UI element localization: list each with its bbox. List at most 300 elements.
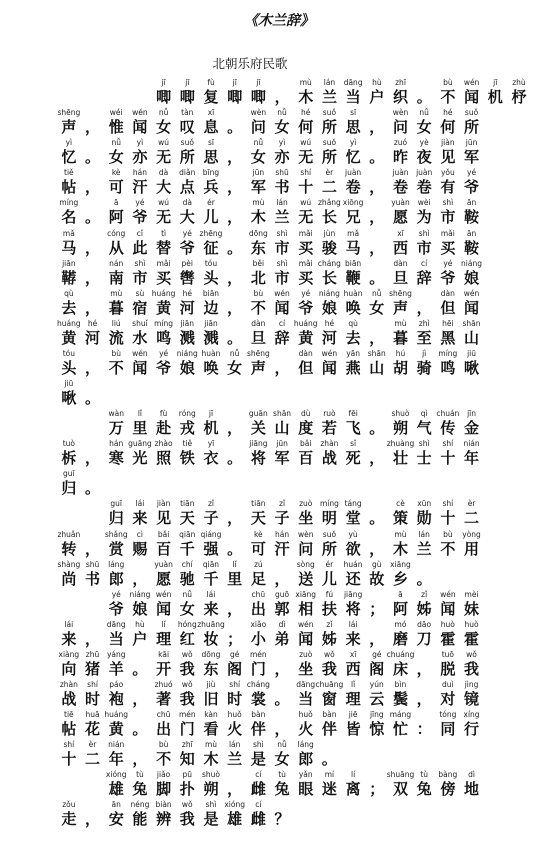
pinyin: xiāng	[295, 589, 317, 599]
pinyin: juàn	[392, 168, 409, 178]
hanzi: 买	[440, 238, 456, 257]
pinyin: lán	[228, 740, 241, 750]
hanzi: 千	[179, 539, 195, 558]
pinyin: míng	[319, 499, 339, 509]
pinyin: hé	[301, 108, 311, 118]
hanzi: 卷	[392, 178, 408, 197]
pinyin: lái	[348, 619, 358, 629]
hanzi: 暮	[108, 298, 124, 317]
hanzi: 何	[440, 118, 456, 137]
hanzi: 度	[298, 419, 314, 438]
hanzi: 军	[464, 148, 480, 167]
pinyin: wàn	[108, 409, 124, 419]
pinyin: wèi	[417, 198, 431, 208]
char-cell	[507, 78, 531, 108]
pinyin: yé	[135, 198, 145, 208]
hanzi: 时	[227, 690, 243, 708]
hanzi: 大	[179, 208, 195, 227]
pinyin: chū	[251, 589, 266, 599]
hanzi: 姊	[321, 629, 337, 648]
hanzi: 辔	[179, 268, 195, 287]
pinyin: jīng	[369, 710, 384, 720]
pinyin: dì	[278, 619, 286, 629]
pinyin: guō	[274, 589, 290, 599]
pinyin: shēng	[246, 348, 270, 358]
pinyin: zuò	[299, 649, 313, 659]
char-cell	[389, 78, 413, 108]
pinyin: zhuàng	[386, 439, 415, 449]
hanzi: 能	[132, 810, 148, 829]
pinyin: mǎi	[298, 228, 313, 238]
hanzi: 唧	[156, 88, 172, 106]
poem-line	[57, 349, 483, 379]
hanzi: 唧	[179, 88, 195, 106]
hanzi: 雄	[227, 810, 243, 829]
pinyin: jìng	[464, 680, 479, 689]
hanzi: 户	[369, 88, 385, 106]
char-cell	[57, 289, 81, 319]
hanzi: 辨	[156, 810, 172, 829]
char-cell	[460, 229, 484, 259]
punctuation: ，	[369, 238, 385, 257]
pinyin: jī	[256, 78, 261, 87]
char-cell	[57, 138, 81, 168]
hanzi: 女	[274, 750, 290, 769]
pinyin: zhuó	[154, 680, 173, 689]
hanzi: 此	[132, 238, 148, 257]
hanzi: 但	[440, 298, 456, 317]
hanzi: 坐	[298, 659, 314, 678]
pinyin: páo	[109, 680, 124, 689]
punctuation: ，	[274, 659, 290, 678]
hanzi: 迷	[321, 780, 337, 799]
pinyin: yì	[136, 138, 144, 148]
hanzi: 卷	[345, 178, 361, 197]
char-cell	[57, 620, 81, 650]
pinyin: yǒu	[440, 168, 455, 178]
pinyin: táng	[344, 499, 362, 509]
hanzi: 书	[274, 178, 290, 197]
pinyin: shí	[63, 740, 75, 750]
pinyin: míng	[154, 318, 174, 328]
hanzi: 阿	[392, 599, 408, 618]
poem-line	[57, 138, 483, 168]
hanzi: 皆	[345, 720, 361, 739]
hanzi: 闻	[156, 599, 172, 618]
pinyin: zǒu	[62, 800, 76, 810]
pinyin: niáng	[318, 288, 340, 298]
hanzi: 黄	[108, 720, 124, 739]
pinyin: ér	[325, 559, 334, 569]
hanzi: 燕	[345, 358, 361, 377]
hanzi: 兔	[132, 780, 148, 799]
pinyin: huàn	[343, 288, 363, 298]
char-cell	[57, 530, 81, 560]
hanzi: 天	[250, 509, 266, 528]
pinyin: yì	[278, 138, 286, 148]
hanzi: 万	[108, 419, 124, 438]
hanzi: 木	[250, 208, 266, 227]
hanzi: 市	[274, 268, 290, 287]
char-cell	[341, 530, 365, 560]
hanzi: 边	[203, 298, 219, 317]
hanzi: 买	[156, 268, 172, 287]
hanzi: 买	[298, 238, 314, 257]
pinyin: huáng	[151, 288, 176, 298]
pinyin: yù	[348, 529, 358, 539]
hanzi: 山	[274, 419, 290, 438]
hanzi: 转	[61, 539, 77, 558]
hanzi: 明	[321, 509, 337, 528]
hanzi: 向	[61, 659, 77, 678]
punctuation: 。	[85, 148, 101, 167]
hanzi: 辞	[416, 268, 432, 287]
hanzi: 知	[179, 750, 195, 769]
hanzi: 木	[392, 539, 408, 558]
poem-line	[57, 108, 483, 138]
char-cell	[460, 710, 484, 740]
pinyin: tiě	[64, 168, 74, 178]
hanzi: 黄	[156, 298, 172, 317]
hanzi: 脚	[156, 780, 172, 799]
pinyin: xióng	[105, 770, 127, 780]
pinyin: yì	[349, 138, 357, 148]
hanzi: 西	[345, 659, 361, 678]
poem-subtitle: 北朝乐府民歌	[212, 56, 288, 71]
pinyin: xī	[207, 108, 215, 118]
hanzi: 马	[61, 238, 77, 257]
punctuation: 。	[132, 720, 148, 739]
pinyin: shì	[252, 740, 264, 750]
punctuation: ，	[369, 449, 385, 468]
hanzi: 鞍	[464, 208, 480, 227]
pinyin: cì	[136, 529, 144, 539]
hanzi: 问	[298, 539, 314, 558]
pinyin: mù	[394, 318, 407, 328]
hanzi: 河	[179, 298, 195, 317]
poem-line	[57, 740, 341, 770]
pinyin: shuāng	[386, 770, 415, 780]
punctuation: ，	[132, 569, 148, 588]
char-cell	[57, 439, 81, 469]
hanzi: 去	[61, 298, 77, 317]
pinyin: wén	[155, 589, 172, 599]
hanzi: 卷	[416, 178, 432, 197]
pinyin: jiàn	[441, 138, 455, 148]
pinyin: xíng	[463, 710, 480, 720]
hanzi: 柝	[61, 449, 77, 468]
hanzi: 离	[345, 780, 361, 799]
pinyin: jūn	[465, 138, 478, 148]
hanzi: 所	[321, 118, 337, 137]
pinyin: dàn	[251, 318, 266, 328]
pinyin: wén	[463, 288, 480, 298]
hanzi: 声	[392, 298, 408, 317]
char-cell	[341, 319, 365, 349]
hanzi: 闻	[440, 599, 456, 618]
hanzi: 同	[440, 720, 456, 739]
hanzi: 著	[156, 690, 172, 708]
pinyin: qiān	[179, 529, 196, 539]
hanzi: 唤	[345, 298, 361, 317]
pinyin: cháng	[317, 258, 341, 268]
hanzi: 忆	[345, 148, 361, 167]
pinyin: xī	[349, 649, 357, 659]
pinyin: mǎi	[156, 258, 171, 268]
hanzi: 送	[298, 569, 314, 588]
hanzi: 啾	[61, 389, 77, 407]
pinyin: jiū	[64, 379, 74, 388]
hanzi: 当	[108, 629, 124, 648]
hanzi: 山	[369, 358, 385, 377]
char-cell	[341, 138, 365, 168]
hanzi: 来	[132, 509, 148, 528]
pinyin: xūn	[417, 499, 432, 509]
punctuation: ，	[274, 358, 290, 377]
hanzi: 户	[132, 629, 148, 648]
pinyin: mù	[110, 288, 123, 298]
punctuation: ，	[227, 208, 243, 227]
pinyin: cí	[278, 318, 286, 328]
pinyin: xī	[397, 228, 404, 238]
char-cell	[386, 649, 415, 680]
char-cell	[57, 349, 81, 379]
punctuation: 。	[227, 539, 243, 558]
hanzi: 女	[156, 118, 172, 137]
char-cell	[57, 259, 81, 289]
pinyin: yuàn	[391, 198, 410, 208]
hanzi: 所	[321, 539, 337, 558]
pinyin: wéi	[109, 108, 123, 118]
pinyin: guī	[63, 469, 75, 479]
char-cell	[460, 650, 484, 680]
char-cell	[199, 319, 223, 349]
pinyin: huò	[464, 619, 479, 629]
hanzi: 爷	[108, 599, 124, 618]
hanzi: 西	[392, 238, 408, 257]
hanzi: 门	[250, 659, 266, 678]
hanzi: 云	[369, 690, 385, 708]
punctuation: ，	[227, 509, 243, 528]
pinyin: huǒ	[298, 710, 313, 720]
poem-line	[104, 770, 483, 800]
poem-line	[57, 198, 483, 228]
hanzi: 伴	[250, 720, 266, 739]
pinyin: cè	[396, 499, 405, 509]
pinyin: lǐ	[161, 619, 166, 629]
hanzi: 东	[250, 238, 266, 257]
hanzi: 来	[203, 599, 219, 618]
punctuation: ，	[85, 629, 101, 648]
pinyin: xiāng	[390, 559, 411, 569]
punctuation: ，	[85, 810, 101, 829]
hanzi: 窗	[321, 690, 337, 708]
hanzi: 去	[345, 328, 361, 347]
char-cell	[247, 349, 271, 379]
char-cell	[460, 530, 484, 560]
hanzi: 军	[274, 449, 290, 468]
hanzi: 亦	[274, 148, 290, 167]
pinyin: shì	[134, 258, 146, 268]
pinyin: nǚ	[372, 288, 382, 298]
pinyin: xióng	[224, 800, 245, 810]
pinyin: tóu	[204, 258, 218, 268]
hanzi: 妹	[464, 599, 480, 618]
char-cell	[460, 590, 484, 620]
punctuation-cell	[412, 560, 436, 590]
pinyin: lán	[418, 529, 430, 539]
pinyin: jiāng	[249, 439, 268, 449]
pinyin: nǚ	[111, 138, 121, 148]
hanzi: 不	[108, 358, 124, 377]
hanzi: 猪	[85, 659, 101, 678]
pinyin: tiě	[182, 439, 193, 449]
hanzi: 思	[345, 118, 361, 137]
hanzi: 不	[440, 539, 456, 558]
pinyin: zǐ	[326, 619, 333, 629]
pinyin: yuàn	[154, 559, 173, 569]
hanzi: 昨	[392, 148, 408, 167]
hanzi: 兄	[345, 208, 361, 227]
hanzi: 爷	[440, 268, 456, 287]
pinyin: shū	[85, 559, 100, 569]
hanzi: 何	[298, 118, 314, 137]
hanzi: 当	[345, 88, 361, 106]
hanzi: 霍	[464, 629, 480, 648]
char-cell	[57, 198, 81, 228]
pinyin: wén	[297, 619, 314, 629]
punctuation: ，	[227, 419, 243, 438]
hanzi: 娘	[321, 298, 337, 317]
poem-line	[57, 800, 294, 830]
hanzi: 十	[440, 509, 456, 528]
hanzi: 征	[203, 238, 219, 257]
hanzi: 勋	[416, 509, 432, 528]
pinyin: tiē	[64, 710, 74, 720]
hanzi: 乡	[392, 569, 408, 588]
pinyin: ér	[207, 198, 215, 208]
pinyin: hù	[372, 78, 382, 87]
char-cell	[389, 710, 413, 740]
hanzi: 十	[298, 178, 314, 197]
pinyin: kāi	[158, 649, 170, 659]
pinyin: xiōng	[342, 198, 364, 208]
hanzi: 兰	[416, 539, 432, 558]
hanzi: 双	[392, 780, 408, 799]
hanzi: 娘	[179, 358, 195, 377]
pinyin: hán	[132, 168, 147, 178]
hanzi: 市	[440, 208, 456, 227]
hanzi: 闻	[464, 298, 480, 317]
pinyin: hú	[395, 348, 406, 358]
punctuation: 。	[369, 419, 385, 438]
pinyin: jī	[185, 78, 190, 87]
hanzi: 门	[179, 720, 195, 739]
hanzi: 伴	[321, 720, 337, 739]
punctuation-cell	[81, 379, 105, 409]
pinyin: lǐ	[351, 680, 356, 689]
pinyin: sǐ	[350, 439, 357, 449]
hanzi: 兰	[227, 750, 243, 769]
pinyin: shì	[276, 258, 288, 268]
pinyin: nǚ	[253, 138, 264, 148]
pinyin: ā	[398, 589, 403, 599]
poem-line	[57, 650, 483, 680]
pinyin: wú	[300, 198, 312, 208]
punctuation: 。	[369, 509, 385, 528]
pinyin: bìn	[394, 680, 407, 689]
pinyin: hé	[87, 318, 98, 328]
punctuation: ：	[416, 720, 432, 739]
pinyin: shēng	[57, 108, 81, 118]
hanzi: 息	[203, 118, 219, 137]
hanzi: 兰	[321, 88, 337, 106]
hanzi: 军	[250, 178, 266, 197]
hanzi: 红	[179, 629, 195, 648]
hanzi: 唧	[227, 88, 243, 106]
pinyin: tàn	[181, 108, 194, 118]
pinyin: mǎi	[298, 258, 313, 268]
char-cell	[199, 530, 223, 560]
char-cell	[341, 168, 365, 198]
pinyin: qù	[64, 288, 74, 298]
hanzi: 二	[85, 750, 101, 769]
hanzi: 书	[85, 569, 101, 588]
hanzi: 可	[108, 178, 124, 197]
punctuation: ，	[274, 569, 290, 588]
pinyin: tù	[278, 770, 286, 780]
hanzi: 机	[487, 88, 503, 106]
hanzi: 兵	[203, 178, 219, 197]
punctuation: ；	[369, 780, 385, 799]
char-cell	[199, 289, 223, 319]
hanzi: 百	[156, 539, 172, 558]
pinyin: jī	[161, 78, 166, 87]
pinyin: mèi	[464, 589, 479, 599]
pinyin: nán	[109, 258, 124, 268]
pinyin: dāng	[296, 680, 316, 689]
poem-line	[104, 590, 483, 620]
char-cell	[247, 560, 271, 590]
pinyin: nián	[463, 439, 480, 449]
pinyin: shān	[462, 318, 481, 328]
hanzi: 为	[416, 208, 432, 227]
hanzi: 将	[345, 599, 361, 618]
char-cell	[247, 680, 271, 710]
pinyin: wén	[440, 589, 456, 599]
char-cell	[247, 650, 271, 680]
pinyin: yé	[111, 589, 121, 599]
hanzi: 但	[298, 358, 314, 377]
hanzi: 忙	[392, 720, 408, 739]
pinyin: lái	[64, 619, 74, 629]
hanzi: 郎	[108, 569, 124, 588]
pinyin: zhī	[395, 78, 406, 87]
hanzi: 不	[156, 750, 172, 769]
hanzi: 织	[393, 88, 409, 106]
pinyin: jī	[493, 78, 498, 87]
hanzi: 飞	[345, 419, 361, 438]
pinyin: zhuāng	[197, 619, 225, 629]
char-cell	[341, 439, 365, 469]
punctuation: ，	[85, 268, 101, 287]
pinyin: dāng	[106, 619, 126, 629]
hanzi: 溅	[203, 328, 219, 347]
hanzi: 鸣	[156, 328, 172, 347]
punctuation: 。	[85, 389, 101, 407]
pinyin: wú	[158, 198, 170, 208]
char-cell	[199, 409, 223, 439]
